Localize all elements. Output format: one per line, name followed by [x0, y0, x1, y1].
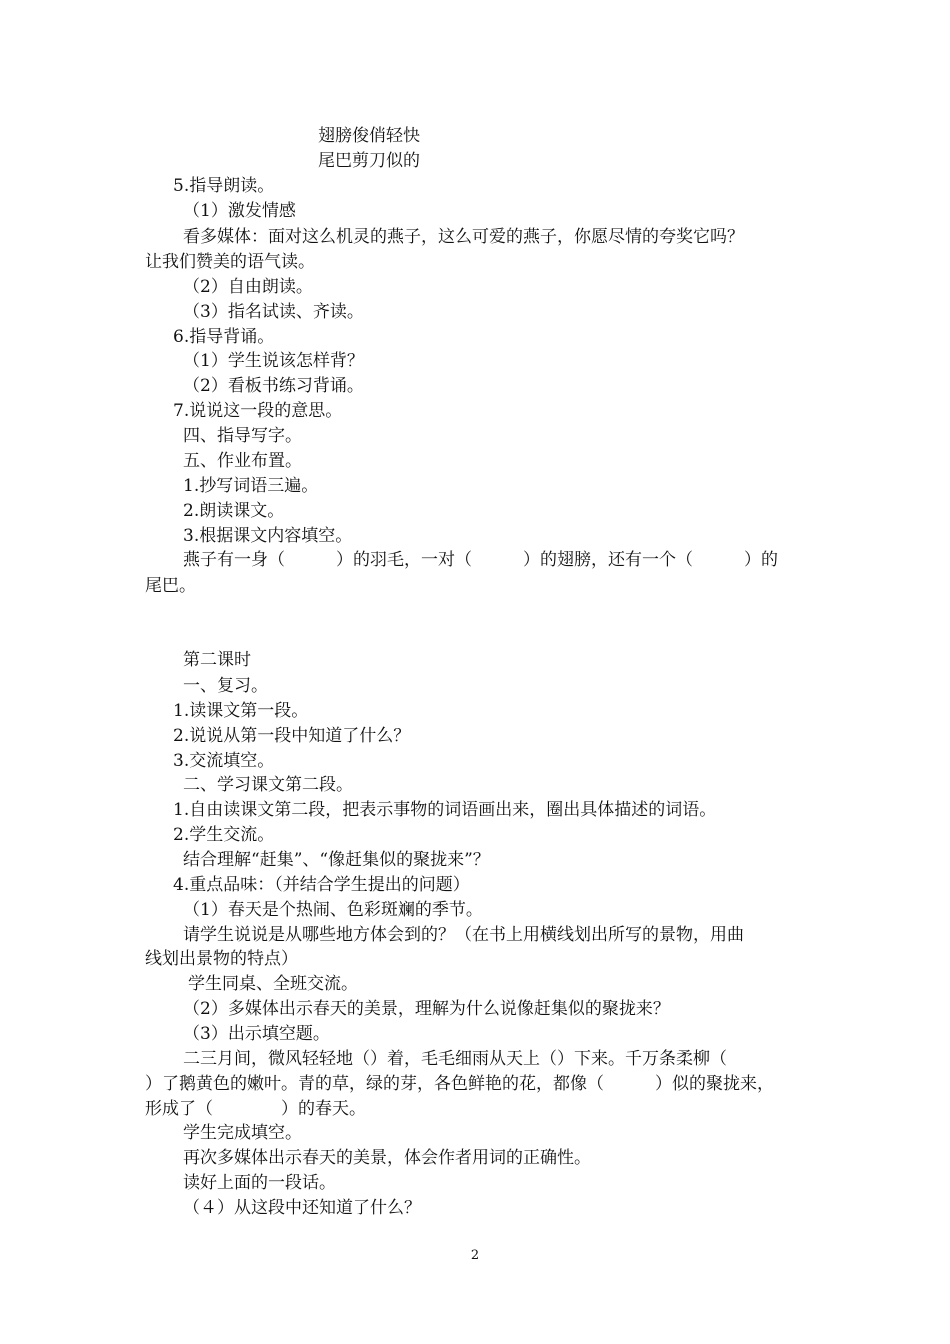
text-line: 5.指导朗读。 [173, 176, 275, 196]
text-line: 让我们赞美的语气读。 [145, 252, 315, 272]
text-line: （3）指名试读、齐读。 [183, 302, 364, 322]
text-line: 学生完成填空。 [183, 1123, 302, 1143]
text-line: 1.抄写词语三遍。 [183, 476, 319, 496]
text-line: 五、作业布置。 [183, 451, 302, 471]
text-line: 学生同桌、全班交流。 [188, 974, 358, 994]
text-line: 1.自由读课文第二段，把表示事物的词语画出来，圈出具体描述的词语。 [173, 800, 717, 820]
text-line: （2）看板书练习背诵。 [183, 376, 364, 396]
text-line: （1）春天是个热闹、色彩斑斓的季节。 [183, 900, 483, 920]
text-line: 请学生说说是从哪些地方体会到的？（在书上用横线划出所写的景物，用曲 [183, 925, 744, 945]
text-line: 再次多媒体出示春天的美景，体会作者用词的正确性。 [183, 1148, 591, 1168]
text-line: 形成了（ ）的春天。 [145, 1099, 366, 1119]
text-line: 2.朗读课文。 [183, 501, 285, 521]
text-line: （2）自由朗读。 [183, 277, 313, 297]
text-line: 7.说说这一段的意思。 [173, 401, 343, 421]
text-line: （2）多媒体出示春天的美景，理解为什么说像赶集似的聚拢来？ [183, 999, 670, 1019]
text-line: ）了鹅黄色的嫩叶。青的草，绿的芽，各色鲜艳的花，都像（ ）似的聚拢来， [145, 1074, 774, 1094]
text-line: 读好上面的一段话。 [183, 1173, 336, 1193]
text-line: 3.交流填空。 [173, 751, 275, 771]
text-line: 尾巴剪刀似的 [318, 151, 420, 171]
text-line: 线划出景物的特点） [145, 949, 298, 969]
text-line: 2.学生交流。 [173, 825, 275, 845]
text-line: 1.读课文第一段。 [173, 701, 309, 721]
text-line: （1）学生说该怎样背？ [183, 351, 364, 371]
text-line: 结合理解“赶集”、“像赶集似的聚拢来”？ [183, 850, 490, 870]
text-line: 4.重点品味：（并结合学生提出的问题） [173, 875, 470, 895]
page-number: 2 [470, 1248, 480, 1263]
text-line: 6.指导背诵。 [173, 327, 275, 347]
text-line: （４）从这段中还知道了什么？ [183, 1198, 421, 1218]
text-line: 翅膀俊俏轻快 [318, 126, 420, 146]
text-line: 二三月间，微风轻轻地（）着，毛毛细雨从天上（）下来。千万条柔柳（ [183, 1049, 727, 1069]
text-line: 看多媒体：面对这么机灵的燕子，这么可爱的燕子，你愿尽情的夸奖它吗？ [183, 227, 744, 247]
text-line: 四、指导写字。 [183, 426, 302, 446]
text-line: 二、学习课文第二段。 [183, 775, 353, 795]
text-line: （1）激发情感 [183, 201, 296, 221]
section-title: 第二课时 [183, 650, 251, 670]
text-line: 尾巴。 [145, 576, 196, 596]
text-line: 2.说说从第一段中知道了什么？ [173, 726, 411, 746]
text-line: 燕子有一身（ ）的羽毛，一对（ ）的翅膀，还有一个（ ）的 [183, 550, 778, 570]
text-line: 3.根据课文内容填空。 [183, 526, 353, 546]
text-line: 一、复习。 [183, 676, 268, 696]
text-line: （3）出示填空题。 [183, 1024, 330, 1044]
